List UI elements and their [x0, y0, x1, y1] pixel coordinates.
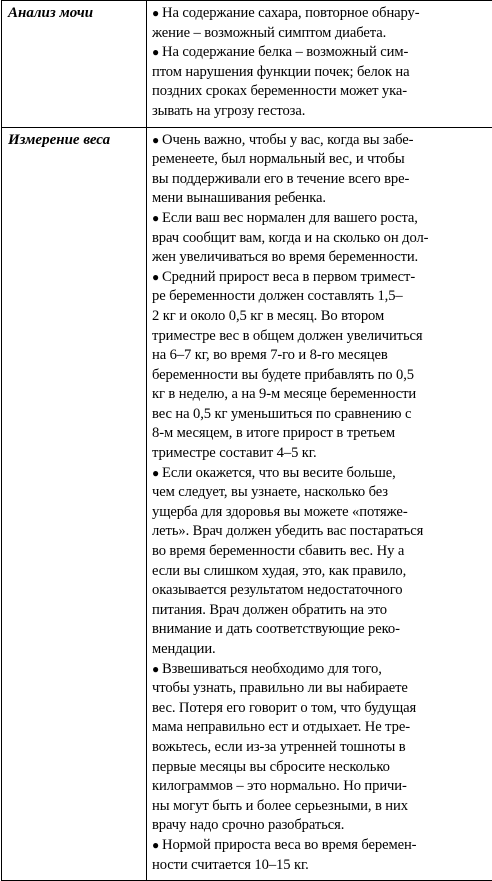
row-label-cell — [2, 127, 147, 881]
bullet-line — [152, 660, 488, 680]
bullet-text: леть». Врач должен убедить вас постараться — [152, 523, 423, 539]
bullet-line — [152, 601, 488, 621]
bullet-line — [152, 699, 488, 719]
bullet-line — [152, 562, 488, 582]
bullet-line — [152, 229, 488, 249]
bullet-line — [152, 131, 488, 151]
bullet-line — [152, 542, 488, 562]
bullet-line — [152, 248, 488, 268]
bullet-item — [152, 131, 488, 209]
bullet-line — [152, 581, 488, 601]
row-content-cell — [147, 127, 492, 881]
bullet-line — [152, 718, 488, 738]
bullet-text: внимание и дать соответствующие реко- — [152, 621, 400, 637]
bullet-line — [152, 82, 488, 102]
bullet-text: жение – возможный симптом диабета. — [152, 25, 386, 41]
bullet-text: 8-м месяцем, в итоге прирост в третьем — [152, 425, 395, 441]
bullet-line — [152, 856, 488, 876]
bullet-item — [152, 43, 488, 121]
bullet-text: ности считается 10–15 кг. — [152, 857, 309, 873]
bullet-line — [152, 679, 488, 699]
bullet-text: врач сообщит вам, когда и на сколько он дол- — [152, 230, 428, 246]
bullet-text: На содержание сахара, повторное обнару- — [162, 5, 420, 21]
bullet-line — [152, 522, 488, 542]
bullet-line — [152, 327, 488, 347]
bullet-text: ре беременности должен составлять 1,5– — [152, 288, 403, 304]
bullet-line — [152, 346, 488, 366]
bullet-text: птом нарушения функции почек; белок на — [152, 64, 410, 80]
bullet-item — [152, 209, 488, 268]
bullet-line — [152, 4, 488, 24]
bullet-line — [152, 63, 488, 83]
bullet-text: ущерба для здоровья вы можете «потяже- — [152, 504, 408, 520]
bullet-text: триместре составит 4–5 кг. — [152, 445, 317, 461]
bullet-text: вес. Потеря его говорит о том, что будущая — [152, 700, 416, 716]
bullet-line — [152, 307, 488, 327]
bullet-item — [152, 660, 488, 836]
bullet-text: чтобы узнать, правильно ли вы набираете — [152, 680, 408, 696]
row-content — [147, 128, 492, 881]
bullet-line — [152, 102, 488, 122]
bullet-text: если вы слишком худая, это, как правило, — [152, 563, 406, 579]
bullet-text: Взвешиваться необходимо для того, — [162, 661, 382, 677]
bullet-text: мама неправильно ест и отдыхает. Не тре- — [152, 719, 410, 735]
bullet-line — [152, 777, 488, 797]
row-label-cell — [2, 1, 147, 128]
bullet-line — [152, 24, 488, 44]
bullet-text: питания. Врач должен обратить на это — [152, 602, 387, 618]
bullet-text: зывать на угрозу гестоза. — [152, 103, 305, 119]
row-label: Анализ мочи — [2, 1, 146, 24]
bullet-icon: ● — [152, 131, 162, 151]
bullet-line — [152, 444, 488, 464]
bullet-line — [152, 424, 488, 444]
bullet-text: врачу надо срочно разобраться. — [152, 817, 344, 833]
bullet-text: чем следует, вы узнаете, насколько без — [152, 484, 388, 500]
bullet-text: ны могут быть и более серьезными, в них — [152, 798, 408, 814]
bullet-item — [152, 4, 488, 43]
bullet-line — [152, 405, 488, 425]
bullet-text: На содержание белка – возможный сим- — [162, 44, 408, 60]
bullet-text: первые месяцы вы сбросите несколько — [152, 759, 390, 775]
bullet-line — [152, 836, 488, 856]
bullet-line — [152, 366, 488, 386]
bullet-line — [152, 640, 488, 660]
info-table — [1, 0, 492, 881]
bullet-text: триместре вес в общем должен увеличиться — [152, 328, 423, 344]
bullet-text: Если окажется, что вы весите больше, — [162, 465, 396, 481]
bullet-text: Средний прирост веса в первом тримест- — [162, 269, 415, 285]
bullet-icon: ● — [152, 836, 162, 856]
bullet-line — [152, 738, 488, 758]
table-row-urine-analysis — [2, 1, 492, 128]
bullet-text: ременеете, был нормальный вес, и чтобы — [152, 151, 405, 167]
bullet-icon: ● — [152, 268, 162, 288]
bullet-text: на 6–7 кг, во время 7-го и 8-го месяцев — [152, 347, 388, 363]
bullet-text: Нормой прироста веса во время беремен- — [162, 837, 416, 853]
bullet-item — [152, 836, 488, 875]
bullet-line — [152, 170, 488, 190]
bullet-line — [152, 758, 488, 778]
bullet-text: Если ваш вес нормален для вашего роста, — [162, 210, 418, 226]
bullet-line — [152, 189, 488, 209]
bullet-text: кг в неделю, а на 9-м месяце беременности — [152, 386, 416, 402]
bullet-icon: ● — [152, 43, 162, 63]
bullet-text: во время беременности сбавить вес. Ну а — [152, 543, 404, 559]
bullet-line — [152, 385, 488, 405]
bullet-icon: ● — [152, 660, 162, 680]
bullet-line — [152, 209, 488, 229]
bullet-text: оказывается результатом недостаточного — [152, 582, 402, 598]
bullet-text: килограммов – это нормально. Но причи- — [152, 778, 407, 794]
bullet-text: вы поддерживали его в течение всего вре- — [152, 171, 409, 187]
row-content-cell — [147, 1, 492, 128]
bullet-text: мени вынашивания ребенка. — [152, 190, 326, 206]
bullet-icon: ● — [152, 209, 162, 229]
bullet-text: мендации. — [152, 641, 216, 657]
bullet-text: поздних сроках беременности может ука- — [152, 83, 407, 99]
bullet-line — [152, 483, 488, 503]
bullet-line — [152, 816, 488, 836]
row-content — [147, 1, 492, 127]
bullet-line — [152, 43, 488, 63]
bullet-line — [152, 268, 488, 288]
bullet-text: беременности вы будете прибавлять по 0,5 — [152, 367, 414, 383]
bullet-text: вожьтесь, если из-за утренней тошноты в — [152, 739, 406, 755]
row-label: Измерение веса — [2, 128, 146, 151]
bullet-item — [152, 268, 488, 464]
bullet-text: Очень важно, чтобы у вас, когда вы забе- — [162, 132, 413, 148]
bullet-line — [152, 464, 488, 484]
bullet-line — [152, 503, 488, 523]
bullet-line — [152, 287, 488, 307]
bullet-item — [152, 464, 488, 660]
bullet-icon: ● — [152, 4, 162, 24]
bullet-text: вес на 0,5 кг уменьшиться по сравнению с — [152, 406, 411, 422]
bullet-line — [152, 620, 488, 640]
bullet-text: 2 кг и около 0,5 кг в месяц. Во втором — [152, 308, 384, 324]
bullet-line — [152, 150, 488, 170]
bullet-line — [152, 797, 488, 817]
bullet-icon: ● — [152, 464, 162, 484]
bullet-text: жен увеличиваться во время беременности. — [152, 249, 418, 265]
table-row-weight-measurement — [2, 127, 492, 881]
